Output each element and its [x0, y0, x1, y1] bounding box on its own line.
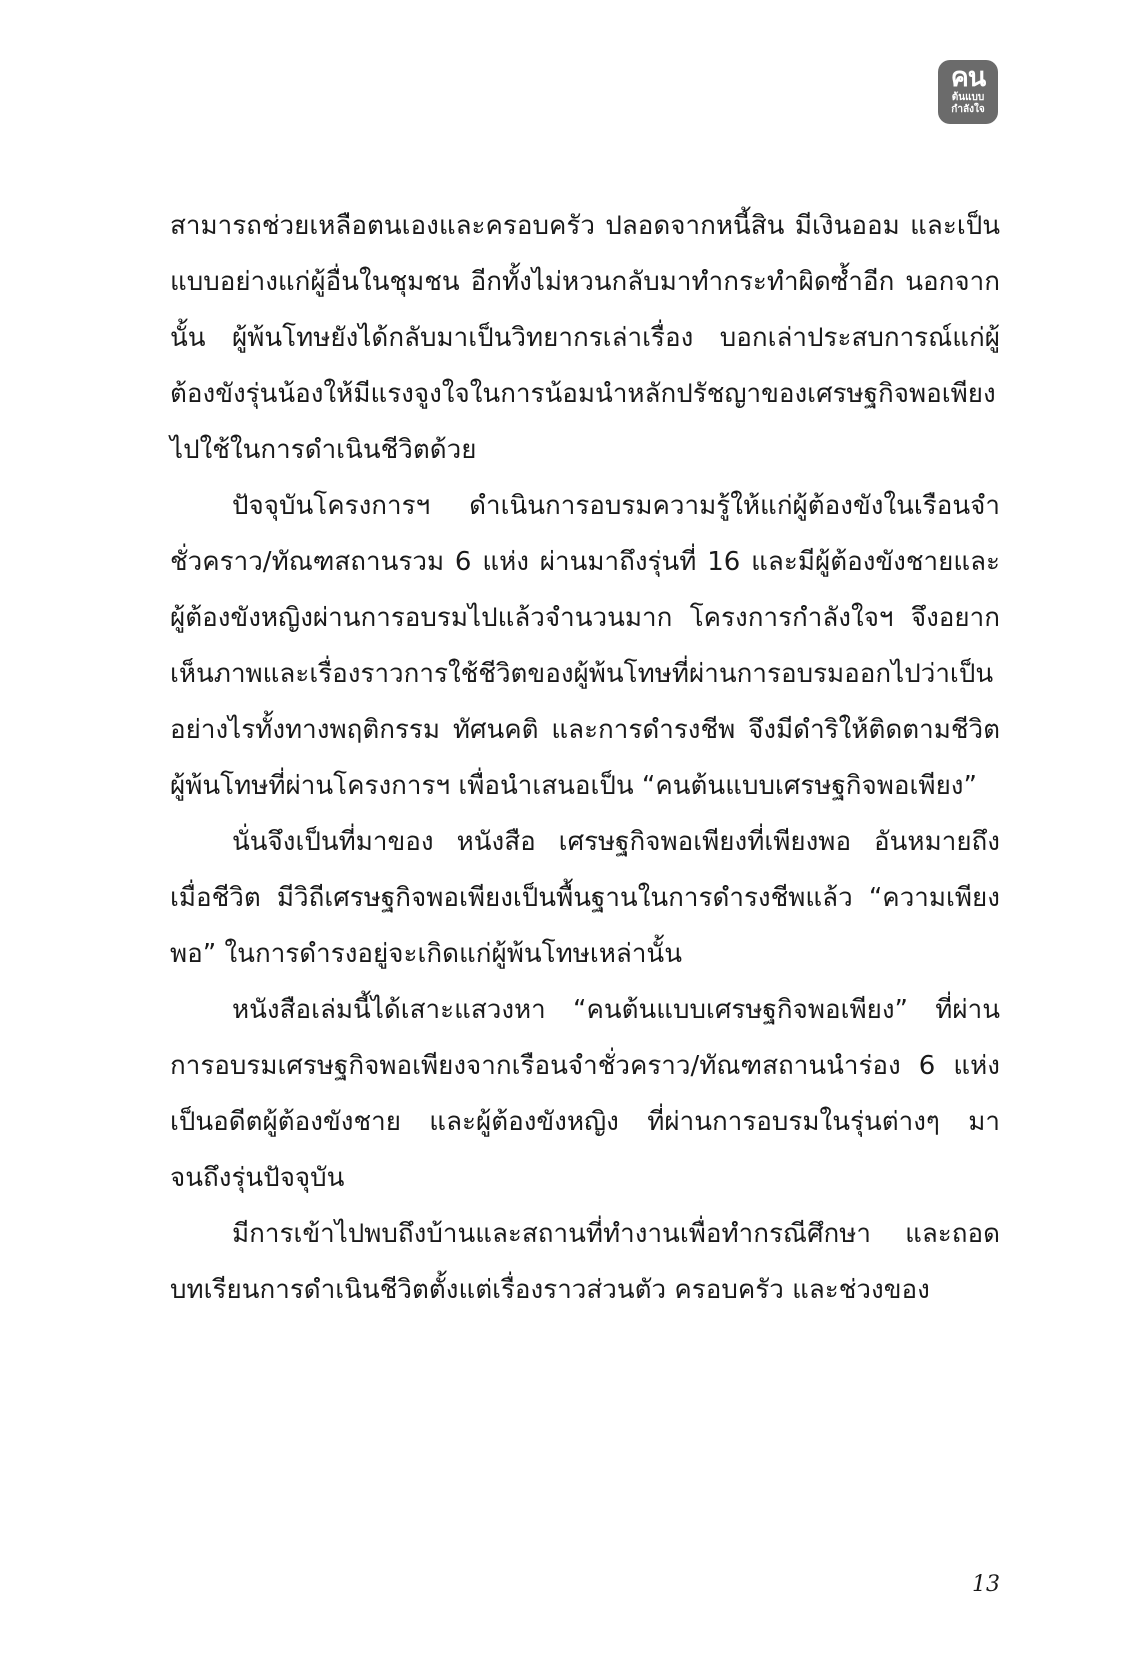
paragraph-2: ปัจจุบันโครงการฯ ดำเนินการอบรมความรู้ให้แก่ผู้ต้องขังในเรือนจำชั่วคราว/ทัณฑสถานรวม 6 แห่ง ผ่านมาถึงรุ่นที่ 16 และมีผู้ต้องขังชายและผู้ต้องขังหญิงผ่านการอบรมไปแล้วจำนวนมาก โครงการกำลังใจฯ จึงอยากเห็นภาพและเรื่องราวการใช้ชีวิตของผู้พ้นโทษที่ผ่านการอบรมออกไปว่าเป็นอย่างไรทั้งทางพฤติกรรม ทัศนคติ และการดำรงชีพ จึงมีดำริให้ติดตามชีวิตผู้พ้นโทษที่ผ่านโครงการฯ เพื่อนำเสนอเป็น “คนต้นแบบเศรษฐกิจพอเพียง” [170, 491, 1000, 801]
page-number: 13 [972, 1572, 1000, 1597]
logo-sub-text-1: ต้นแบบ [951, 92, 985, 103]
paragraph-4: หนังสือเล่มนี้ได้เสาะแสวงหา “คนต้นแบบเศรษฐกิจพอเพียง” ที่ผ่านการอบรมเศรษฐกิจพอเพียงจากเรือนจำชั่วคราว/ทัณฑสถานนำร่อง 6 แห่ง เป็นอดีตผู้ต้องขังชาย และผู้ต้องขังหญิง ที่ผ่านการอบรมในรุ่นต่างๆ มาจนถึงรุ่นปัจจุบัน [170, 995, 1000, 1193]
book-logo-badge [938, 60, 998, 124]
logo-sub-text-2: กำลังใจ [951, 104, 985, 115]
paragraph-1: สามารถช่วยเหลือตนเองและครอบครัว ปลอดจากหนี้สิน มีเงินออม และเป็นแบบอย่างแก่ผู้อื่นในชุมชน อีกทั้งไม่หวนกลับมาทำกระทำผิดซ้ำอีก นอกจากนั้น ผู้พ้นโทษยังได้กลับมาเป็นวิทยากรเล่าเรื่อง บอกเล่าประสบการณ์แก่ผู้ต้องขังรุ่นน้องให้มีแรงจูงใจในการน้อมนำหลักปรัชญาของเศรษฐกิจพอเพียง ไปใช้ในการดำเนินชีวิตด้วย [170, 211, 1000, 465]
paragraph-3: นั่นจึงเป็นที่มาของ หนังสือ เศรษฐกิจพอเพียงที่เพียงพอ อันหมายถึง เมื่อชีวิต มีวิถีเศรษฐกิจพอเพียงเป็นพื้นฐานในการดำรงชีพแล้ว “ความเพียงพอ” ในการดำรงอยู่จะเกิดแก่ผู้พ้นโทษเหล่านั้น [170, 827, 1000, 969]
page-body [170, 198, 1000, 1318]
logo-main-text: คน [950, 62, 986, 93]
paragraph-5: มีการเข้าไปพบถึงบ้านและสถานที่ทำงานเพื่อทำกรณีศึกษา และถอดบทเรียนการดำเนินชีวิตตั้งแต่เรื่องราวส่วนตัว ครอบครัว และช่วงของ [170, 1219, 1000, 1305]
